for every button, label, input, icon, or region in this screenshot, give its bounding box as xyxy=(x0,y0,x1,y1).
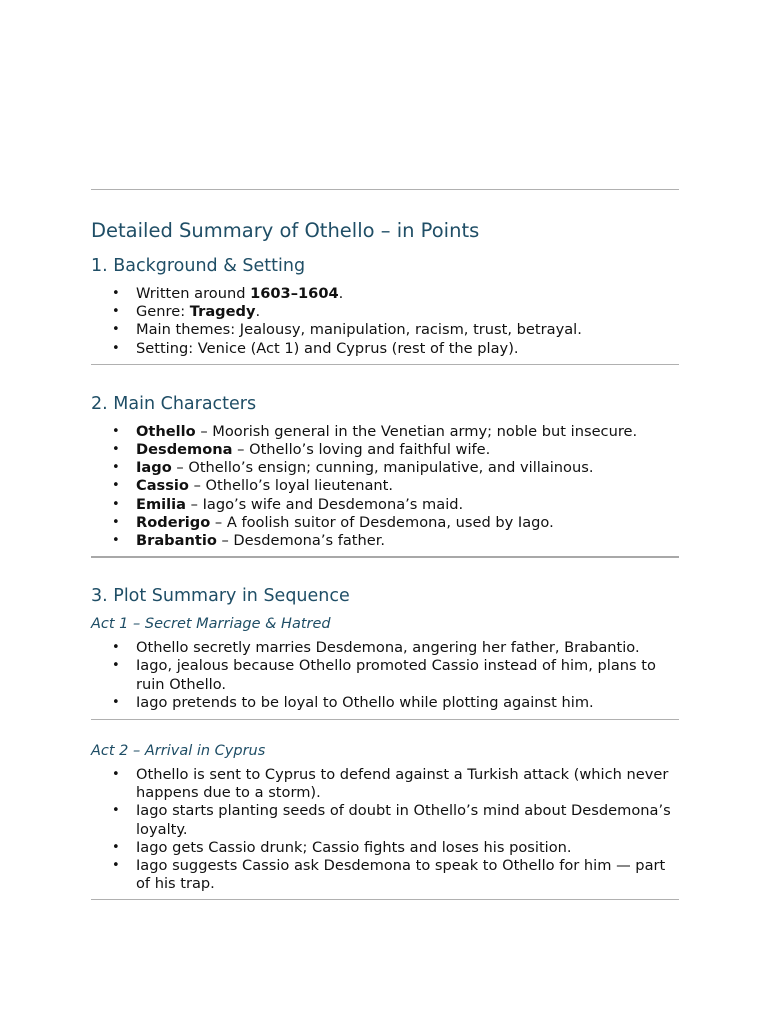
section-heading-characters: 2. Main Characters xyxy=(91,393,257,414)
list-item: • Brabantio – Desdemona’s father. xyxy=(136,532,679,550)
act-2-heading: Act 2 – Arrival in Cyprus xyxy=(91,743,266,760)
section-heading-plot: 3. Plot Summary in Sequence xyxy=(91,586,350,607)
act-1-heading: Act 1 – Secret Marriage & Hatred xyxy=(91,616,331,633)
list-item: • Iago – Othello’s ensign; cunning, manipulative, and villainous. xyxy=(136,459,679,477)
divider xyxy=(91,556,679,558)
divider xyxy=(91,719,679,720)
list-item: • Desdemona – Othello’s loving and faithful wife. xyxy=(136,441,679,459)
list-item: • Cassio – Othello’s loyal lieutenant. xyxy=(136,477,679,495)
list-item: • Othello secretly marries Desdemona, angering her father, Brabantio. xyxy=(136,639,679,657)
list-item: • Iago gets Cassio drunk; Cassio fights and loses his position. xyxy=(136,839,679,857)
background-list xyxy=(91,285,679,358)
list-item: • Iago pretends to be loyal to Othello while plotting against him. xyxy=(136,694,679,712)
divider-bottom xyxy=(91,899,679,900)
section-heading-background: 1. Background & Setting xyxy=(91,256,306,276)
list-item: • Setting: Venice (Act 1) and Cyprus (rest of the play). xyxy=(136,340,679,358)
list-item: • Roderigo – A foolish suitor of Desdemona, used by Iago. xyxy=(136,514,679,532)
act-1-list xyxy=(91,639,679,712)
list-item: • Iago, jealous because Othello promoted Cassio instead of him, plans to ruin Othello. xyxy=(136,657,679,693)
list-item: • Genre: Tragedy. xyxy=(136,303,679,321)
list-item: • Written around 1603–1604. xyxy=(136,285,679,303)
list-item: • Othello – Moorish general in the Venetian army; noble but insecure. xyxy=(136,423,679,441)
list-item: • Main themes: Jealousy, manipulation, racism, trust, betrayal. xyxy=(136,321,679,339)
document-page xyxy=(91,189,679,900)
list-item: • Iago suggests Cassio ask Desdemona to speak to Othello for him — part of his trap. xyxy=(136,857,679,893)
act-2-list xyxy=(91,766,679,893)
list-item: • Othello is sent to Cyprus to defend against a Turkish attack (which never happens due to a storm). xyxy=(136,766,679,802)
list-item: • Emilia – Iago’s wife and Desdemona’s maid. xyxy=(136,496,679,514)
divider xyxy=(91,364,679,365)
divider-top xyxy=(91,189,679,190)
document-title: Detailed Summary of Othello – in Points xyxy=(91,219,480,242)
list-item: • Iago starts planting seeds of doubt in Othello’s mind about Desdemona’s loyalty. xyxy=(136,802,679,838)
characters-list xyxy=(91,423,679,550)
